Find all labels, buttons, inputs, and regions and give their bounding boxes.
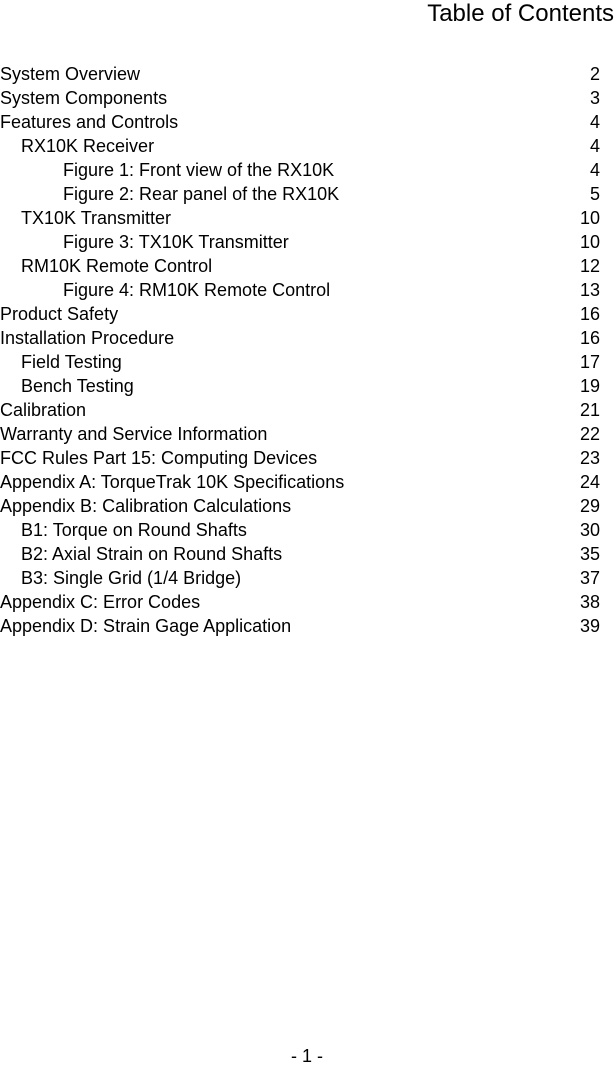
toc-entry-label: Figure 1: Front view of the RX10K	[63, 160, 335, 180]
toc-entry-page-number: 16	[579, 304, 600, 324]
toc-entry-page-number: 17	[579, 352, 600, 372]
toc-entry-page-number: 30	[579, 520, 600, 540]
toc-entry-page-number: 24	[579, 472, 600, 492]
toc-entry-page-number: 22	[579, 424, 600, 444]
toc-entry[interactable]	[0, 590, 600, 614]
toc-entry[interactable]	[0, 542, 600, 566]
toc-entry[interactable]	[0, 518, 600, 542]
toc-entry-page-number: 35	[579, 544, 600, 564]
toc-entry-label: Figure 4: RM10K Remote Control	[63, 280, 331, 300]
toc-entry-label: FCC Rules Part 15: Computing Devices	[0, 448, 318, 468]
toc-entry-page-number: 12	[579, 256, 600, 276]
toc-entry[interactable]	[0, 398, 600, 422]
toc-entry-label: Installation Procedure	[0, 328, 175, 348]
toc-entry-label: Appendix C: Error Codes	[0, 592, 201, 612]
toc-entry-page-number: 21	[579, 400, 600, 420]
toc-entry[interactable]	[0, 494, 600, 518]
toc-entry-label: Calibration	[0, 400, 87, 420]
toc-entry-page-number: 19	[579, 376, 600, 396]
toc-entry-page-number: 39	[579, 616, 600, 636]
toc-entry-page-number: 10	[579, 208, 600, 228]
toc-entry-label: Warranty and Service Information	[0, 424, 268, 444]
toc-entry-label: B1: Torque on Round Shafts	[21, 520, 247, 540]
toc-entry-page-number: 10	[579, 232, 600, 252]
toc-entry-page-number: 3	[589, 88, 600, 108]
toc-entry-page-number: 4	[589, 112, 600, 132]
toc-entry-page-number: 5	[589, 184, 600, 204]
toc-entry-label: B2: Axial Strain on Round Shafts	[21, 544, 283, 564]
toc-entry-label: System Overview	[0, 64, 141, 84]
toc-entry[interactable]	[0, 134, 600, 158]
toc-entry[interactable]	[0, 566, 600, 590]
toc-entry[interactable]	[0, 158, 600, 182]
toc-entry-label: RX10K Receiver	[21, 136, 155, 156]
toc-entry-label: B3: Single Grid (1/4 Bridge)	[21, 568, 242, 588]
toc-entry-page-number: 4	[589, 160, 600, 180]
toc-entry-label: Features and Controls	[0, 112, 179, 132]
toc-entry-label: TX10K Transmitter	[21, 208, 172, 228]
toc-entry[interactable]	[0, 254, 600, 278]
toc-entry[interactable]	[0, 206, 600, 230]
toc-entry[interactable]	[0, 62, 600, 86]
toc-entry-page-number: 23	[579, 448, 600, 468]
table-of-contents	[0, 62, 600, 638]
toc-entry[interactable]	[0, 422, 600, 446]
toc-entry-page-number: 37	[579, 568, 600, 588]
toc-entry[interactable]	[0, 230, 600, 254]
toc-entry[interactable]	[0, 182, 600, 206]
toc-entry-label: RM10K Remote Control	[21, 256, 213, 276]
toc-entry-label: Bench Testing	[21, 376, 134, 396]
toc-entry-page-number: 16	[579, 328, 600, 348]
toc-entry[interactable]	[0, 278, 600, 302]
toc-entry-label: Field Testing	[21, 352, 122, 372]
toc-entry-label: Appendix D: Strain Gage Application	[0, 616, 292, 636]
toc-entry[interactable]	[0, 110, 600, 134]
toc-entry-label: Figure 3: TX10K Transmitter	[63, 232, 289, 252]
toc-entry[interactable]	[0, 86, 600, 110]
toc-entry[interactable]	[0, 350, 600, 374]
toc-entry-label: System Components	[0, 88, 168, 108]
toc-entry[interactable]	[0, 614, 600, 638]
page-number-footer: - 1 -	[290, 1046, 323, 1066]
toc-entry-page-number: 2	[589, 64, 600, 84]
toc-entry-label: Appendix B: Calibration Calculations	[0, 496, 292, 516]
toc-entry-page-number: 4	[589, 136, 600, 156]
toc-entry[interactable]	[0, 374, 600, 398]
toc-entry-label: Figure 2: Rear panel of the RX10K	[63, 184, 340, 204]
toc-entry[interactable]	[0, 446, 600, 470]
toc-entry-page-number: 13	[579, 280, 600, 300]
toc-entry-label: Appendix A: TorqueTrak 10K Specifications	[0, 472, 345, 492]
toc-entry-page-number: 38	[579, 592, 600, 612]
toc-entry-page-number: 29	[579, 496, 600, 516]
page-title: Table of Contents	[427, 0, 614, 27]
toc-entry[interactable]	[0, 326, 600, 350]
toc-entry-label: Product Safety	[0, 304, 119, 324]
toc-entry[interactable]	[0, 470, 600, 494]
toc-entry[interactable]	[0, 302, 600, 326]
